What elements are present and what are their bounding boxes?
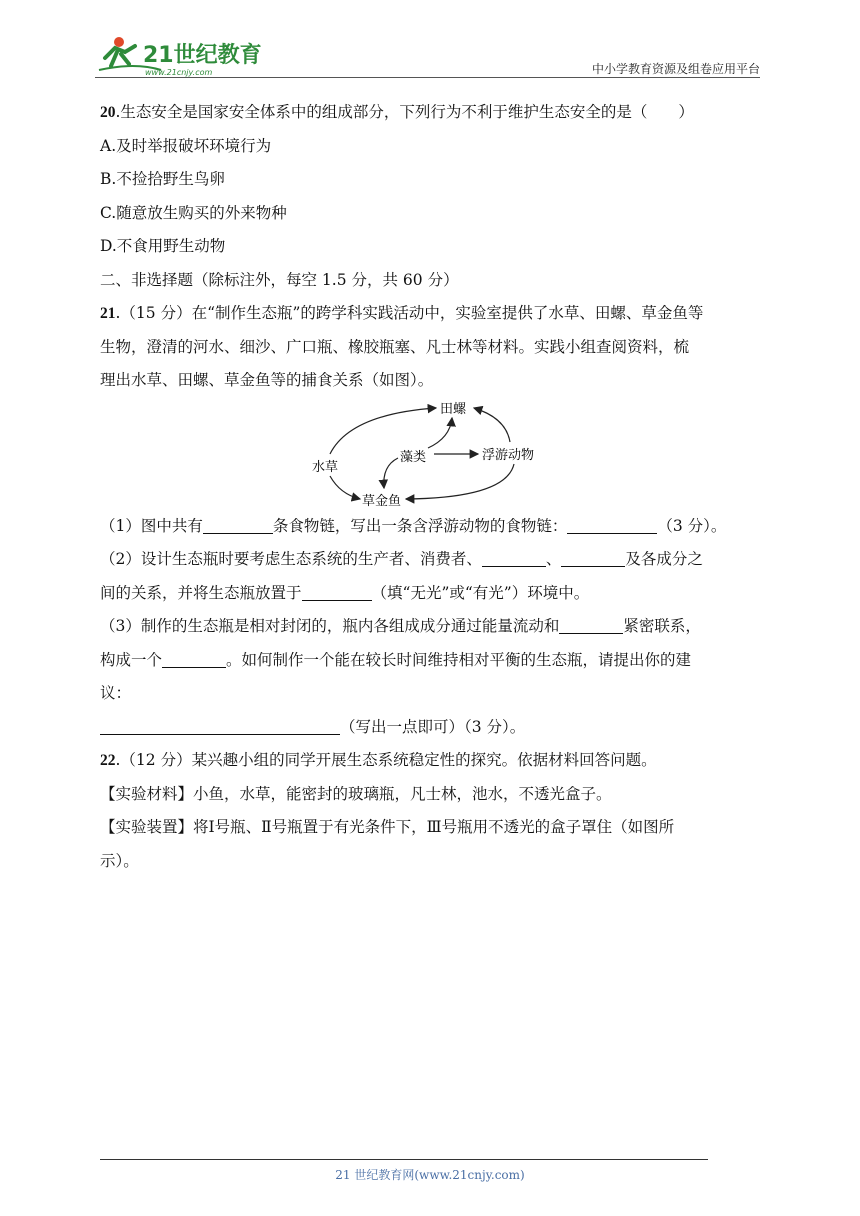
q21-p2-text-e: （填“无光”或“有光”）环境中。 [371, 583, 590, 602]
q21-p2-text-a: （2）设计生态瓶时要考虑生态系统的生产者、消费者、 [100, 550, 482, 568]
page-footer: 21 世纪教育网(www.21cnjy.com) [335, 1168, 525, 1182]
q21-part3-line4 [100, 711, 762, 745]
q20-number: 20 [100, 104, 116, 121]
q21-p1-text-b: 条食物链，写出一条含浮游动物的食物链： [272, 516, 568, 535]
answer-blank[interactable] [567, 515, 657, 534]
food-web-svg [310, 398, 550, 510]
q21-part1 [100, 510, 762, 544]
q20-option-b: B.不捡拾野生鸟卵 [100, 170, 225, 188]
node-fuyou: 浮游动物 [482, 446, 535, 462]
arrow-zaolei-tianluo [428, 418, 452, 448]
arrow-fuyou-caojinyu [406, 464, 514, 499]
arrow-shuicao-tianluo [330, 408, 436, 454]
node-tianluo: 田螺 [440, 400, 467, 416]
q21-intro-line1 [100, 297, 762, 331]
q21-part2-line2 [100, 577, 762, 611]
q21-p2-text-c: 及各成分之 [625, 550, 703, 568]
site-logo [95, 32, 265, 78]
q21-part3-line3: 议： [100, 684, 132, 702]
q21-part3-line2 [100, 644, 762, 678]
q21-number: 21 [100, 305, 116, 322]
q21-part2-line1 [100, 543, 762, 577]
q22-number: 22 [100, 752, 116, 769]
q21-intro-line3: 理出水草、田螺、草金鱼等的捕食关系（如图）。 [100, 371, 434, 389]
q21-p3-text-a: （3）制作的生态瓶是相对封闭的，瓶内各组成成分通过能量流动和 [100, 617, 560, 635]
q21-p1-text-a: （1）图中共有 [100, 516, 203, 535]
q20-option-d: D.不食用野生动物 [100, 237, 226, 255]
exam-content [100, 96, 762, 878]
q21-intro-text1: .（15 分）在“制作生态瓶”的跨学科实践活动中，实验室提供了水草、田螺、草金鱼等 [115, 304, 704, 322]
q21-p2-text-b: 、 [545, 550, 562, 568]
q20-stem [100, 96, 762, 130]
arrow-shuicao-caojinyu [330, 476, 360, 499]
q21-p3-text-b: 紧密联系， [623, 617, 701, 635]
q21-intro-line2: 生物，澄清的河水、细沙、广口瓶、橡胶瓶塞、凡士林等材料。实践小组查阅资料，梳 [100, 337, 690, 356]
answer-blank[interactable] [203, 515, 273, 534]
node-caojinyu: 草金鱼 [362, 492, 402, 508]
q21-p2-text-d: 间的关系，并将生态瓶放置于 [100, 583, 302, 602]
answer-blank[interactable] [100, 716, 340, 735]
svg-text:21世纪教育: 21世纪教育 [143, 43, 262, 68]
answer-blank[interactable] [561, 548, 625, 567]
svg-text:www.21cnjy.com: www.21cnjy.com [145, 68, 213, 77]
q20-option-a: A.及时举报破坏环境行为 [100, 136, 272, 155]
q21-p3-text-d: 。如何制作一个能在较长时间维持相对平衡的生态瓶，请提出你的建 [226, 650, 692, 669]
q20-stem-text: .生态安全是国家安全体系中的组成部分，下列行为不利于维护生态安全的是（ ） [115, 103, 694, 121]
arrow-fuyou-tianluo [474, 408, 510, 442]
q22-materials: 【实验材料】小鱼，水草，能密封的玻璃瓶，凡士林，池水，不透光盒子。 [100, 784, 612, 803]
q21-p1-text-c: （3 分）。 [657, 516, 727, 535]
arrow-zaolei-caojinyu [384, 458, 398, 488]
food-web-diagram [100, 398, 762, 510]
answer-blank[interactable] [302, 582, 372, 601]
page-header [95, 32, 760, 78]
q20-option-c: C.随意放生购买的外来物种 [100, 203, 287, 222]
q21-part3-line1 [100, 610, 762, 644]
node-shuicao: 水草 [312, 458, 339, 474]
platform-name: 中小学教育资源及组卷应用平台 [591, 62, 760, 76]
header-divider [95, 77, 760, 78]
answer-blank[interactable] [482, 548, 546, 567]
q21-p3-text-c: 构成一个 [100, 650, 163, 669]
section-heading: 二、非选择题（除标注外，每空 1.5 分，共 60 分） [100, 270, 459, 289]
q22-intro [100, 744, 762, 778]
answer-blank[interactable] [162, 649, 226, 668]
answer-blank[interactable] [559, 615, 623, 634]
q21-p3-text-f: （写出一点即可）（3 分）。 [340, 717, 526, 736]
q22-setup-line1: 【实验装置】将Ⅰ号瓶、Ⅱ号瓶置于有光条件下，Ⅲ号瓶用不透光的盒子罩住（如图所 [100, 818, 675, 836]
footer-divider [100, 1159, 708, 1160]
node-zaolei: 藻类 [400, 448, 427, 464]
q22-setup-line2: 示）。 [100, 851, 139, 870]
q22-intro-text: .（12 分）某兴趣小组的同学开展生态系统稳定性的探究。依据材料回答问题。 [115, 751, 657, 769]
